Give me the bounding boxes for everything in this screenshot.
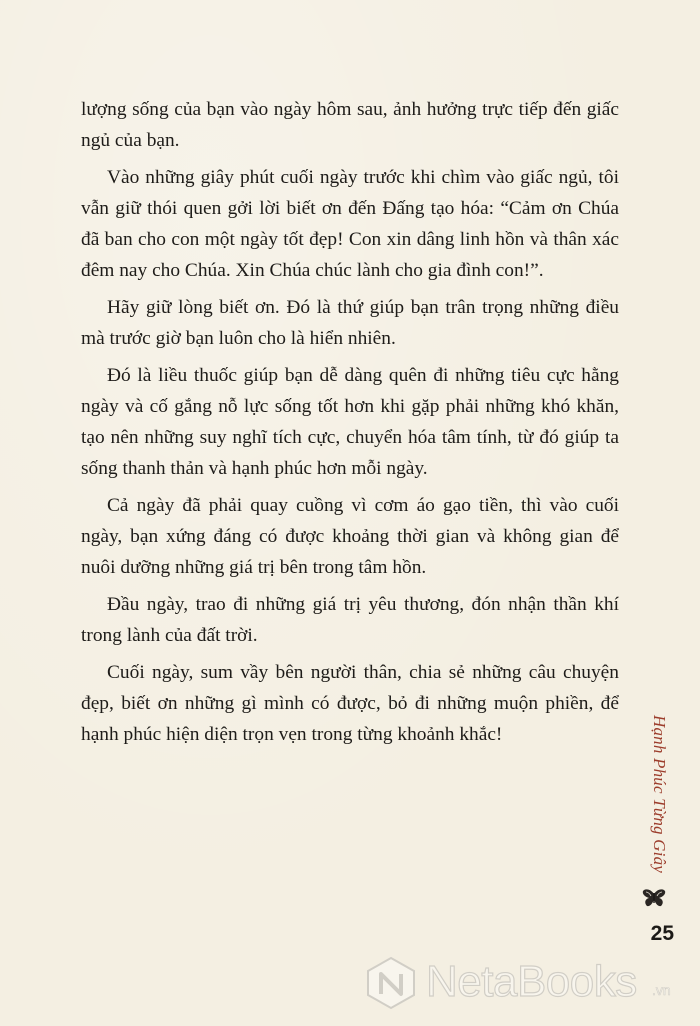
body-text bbox=[81, 94, 619, 756]
paragraph-2: Vào những giây phút cuối ngày trước khi chìm vào giấc ngủ, tôi vẫn giữ thói quen gởi lời biết ơn đến Đấng tạo hóa: “Cảm ơn Chúa đã ban cho con một ngày tốt đẹp! Con xin dâng linh hồn và thân xác đêm nay cho Chúa. Xin Chúa chúc lành cho gia đình con!”. bbox=[81, 167, 619, 281]
paragraph-5: Cả ngày đã phải quay cuồng vì cơm áo gạo tiền, thì vào cuối ngày, bạn xứng đáng có được khoảng thời gian và không gian để nuôi dưỡng những giá trị bên trong tâm hồn. bbox=[81, 495, 619, 578]
paragraph-7: Cuối ngày, sum vầy bên người thân, chia sẻ những câu chuyện đẹp, biết ơn những gì mình có được, bỏ đi những muộn phiền, để hạnh phúc hiện diện trọn vẹn trong từng khoảnh khắc! bbox=[81, 662, 619, 745]
watermark-brand: NetaBooks bbox=[426, 957, 637, 1006]
butterfly-icon bbox=[642, 888, 666, 908]
netabooks-logo-icon bbox=[364, 956, 418, 1010]
paragraph-4: Đó là liều thuốc giúp bạn dễ dàng quên đi những tiêu cực hằng ngày và cố gắng nỗ lực sống tốt hơn khi gặp phải những khó khăn, tạo nên những suy nghĩ tích cực, chuyển hóa tâm tính, từ đó giúp ta sống thanh thản và hạnh phúc hơn mỗi ngày. bbox=[81, 365, 619, 479]
paragraph-6: Đầu ngày, trao đi những giá trị yêu thương, đón nhận thần khí trong lành của đất trời. bbox=[81, 594, 619, 646]
watermark-suffix: .vn bbox=[652, 982, 671, 998]
page-number: 25 bbox=[650, 922, 674, 945]
paragraph-1: lượng sống của bạn vào ngày hôm sau, ảnh hưởng trực tiếp đến giấc ngủ của bạn. bbox=[81, 99, 619, 151]
netabooks-watermark bbox=[360, 950, 690, 1016]
running-book-title: Hạnh Phúc Từng Giây bbox=[650, 715, 669, 874]
paragraph-3: Hãy giữ lòng biết ơn. Đó là thứ giúp bạn trân trọng những điều mà trước giờ bạn luôn cho là hiển nhiên. bbox=[81, 297, 619, 349]
